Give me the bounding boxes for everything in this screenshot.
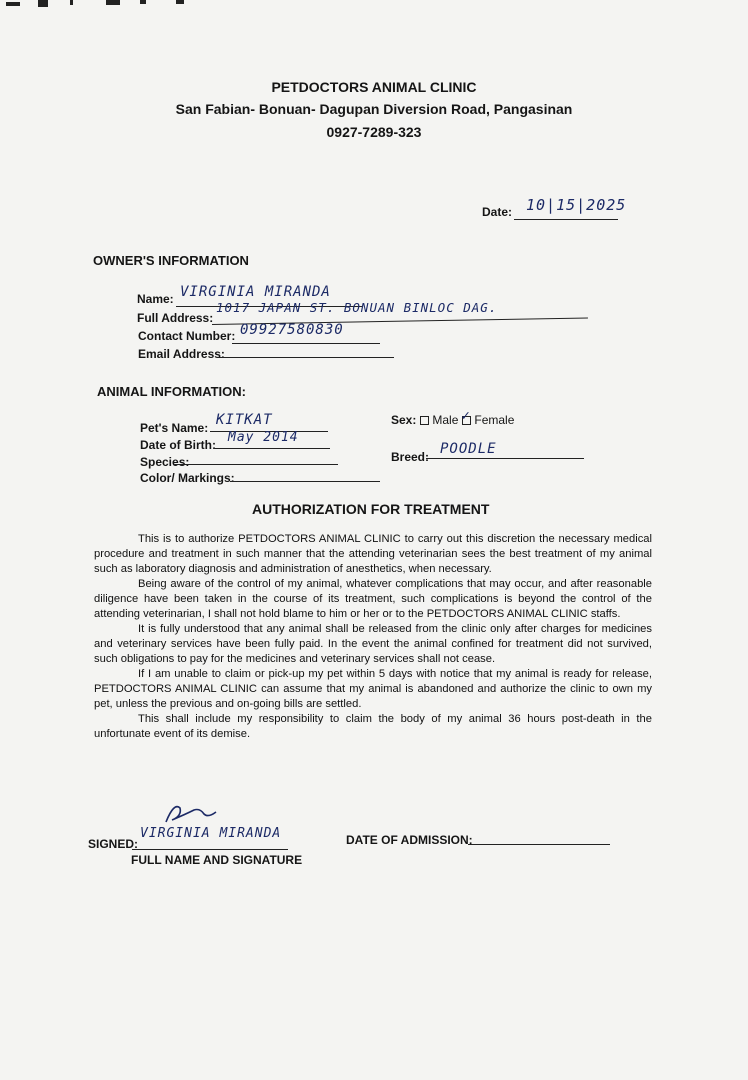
- admission-label: DATE OF ADMISSION:: [346, 833, 473, 847]
- signature-mark: [160, 798, 220, 828]
- date-value[interactable]: 10|15|2025: [526, 196, 627, 214]
- authorization-paragraph-4: If I am unable to claim or pick-up my pet within 5 days with notice that my animal is ready for release, PETDOCTORS ANIMAL CLINIC can assume that my animal is abandoned and authorize the clinic to own my pet, unless the previous and on-going bills are settled.: [94, 668, 652, 710]
- dob-value[interactable]: May 2014: [228, 430, 299, 445]
- male-checkbox[interactable]: [420, 416, 429, 425]
- authorization-text: [94, 532, 652, 742]
- authorization-paragraph-3: It is fully understood that any animal shall be released from the clinic only after charges for medicines and veterinary services have been fully paid. In the event the animal confined for treatment did not survived, such obligations to pay for the medicines and veterinary services shall not cease.: [94, 623, 652, 665]
- sex-label: Sex:: [391, 413, 417, 427]
- clinic-name: PETDOCTORS ANIMAL CLINIC: [271, 79, 477, 95]
- authorization-paragraph-5: This shall include my responsibility to claim the body of my animal 36 hours post-death in the unfortunate event of its demise.: [94, 713, 652, 740]
- owner-name-label: Name:: [137, 292, 174, 306]
- authorization-paragraph-1: This is to authorize PETDOCTORS ANIMAL CLINIC to carry out this discretion the necessary medical procedure and treatment in such manner that the attending veterinarian sees the best treatment of my animal such as laboratory diagnosis and administration of anesthetics, when necessary.: [94, 533, 652, 575]
- scan-edge-marks: [0, 0, 200, 8]
- clinic-address: San Fabian- Bonuan- Dagupan Diversion Road, Pangasinan: [175, 101, 573, 117]
- clinic-phone: 0927-7289-323: [326, 124, 422, 140]
- color-label: Color/ Markings:: [140, 471, 235, 485]
- dob-line: [214, 448, 330, 449]
- authorization-paragraph-2: Being aware of the control of my animal, whatever complications that may occur, and after reasonable diligence have been taken in the course of its treatment, such complications is beyond the control of the attending veterinarian, I shall not hold blame to him or her or to the PETDOCTORS ANIMAL CLINIC staffs.: [94, 578, 652, 620]
- email-label: Email Address:: [138, 347, 225, 361]
- sex-field: [391, 408, 515, 427]
- female-option-label: Female: [474, 413, 515, 427]
- contact-line: [232, 343, 380, 344]
- authorization-heading: AUTHORIZATION FOR TREATMENT: [252, 501, 490, 517]
- signature-caption: FULL NAME AND SIGNATURE: [131, 853, 303, 867]
- color-line: [230, 481, 380, 482]
- pet-name-value[interactable]: KITKAT: [216, 412, 273, 428]
- species-label: Species:: [140, 455, 190, 469]
- owner-heading: OWNER'S INFORMATION: [93, 253, 249, 268]
- owner-name-value[interactable]: VIRGINIA MIRANDA: [180, 284, 331, 300]
- date-label: Date:: [482, 205, 513, 219]
- signed-label: SIGNED:: [88, 837, 139, 851]
- owner-address-value[interactable]: 1017 JAPAN ST. BONUAN BINLOC DAG.: [216, 300, 498, 315]
- contact-value[interactable]: 09927580830: [240, 322, 344, 338]
- contact-label: Contact Number:: [138, 329, 236, 343]
- owner-address-label: Full Address:: [137, 311, 214, 325]
- male-option-label: Male: [432, 413, 459, 427]
- breed-line: [426, 458, 584, 459]
- admission-line: [468, 844, 610, 845]
- species-line: [174, 464, 338, 465]
- animal-heading: ANIMAL INFORMATION:: [97, 384, 246, 399]
- pet-name-label: Pet's Name:: [140, 421, 209, 435]
- date-line: [514, 219, 618, 220]
- signed-value[interactable]: VIRGINIA MIRANDA: [140, 826, 282, 841]
- email-line: [218, 357, 394, 358]
- dob-label: Date of Birth:: [140, 438, 216, 452]
- breed-label: Breed:: [391, 450, 430, 464]
- breed-value[interactable]: POODLE: [440, 441, 497, 457]
- female-checkbox[interactable]: ✓: [461, 408, 471, 425]
- signed-line: [132, 849, 288, 850]
